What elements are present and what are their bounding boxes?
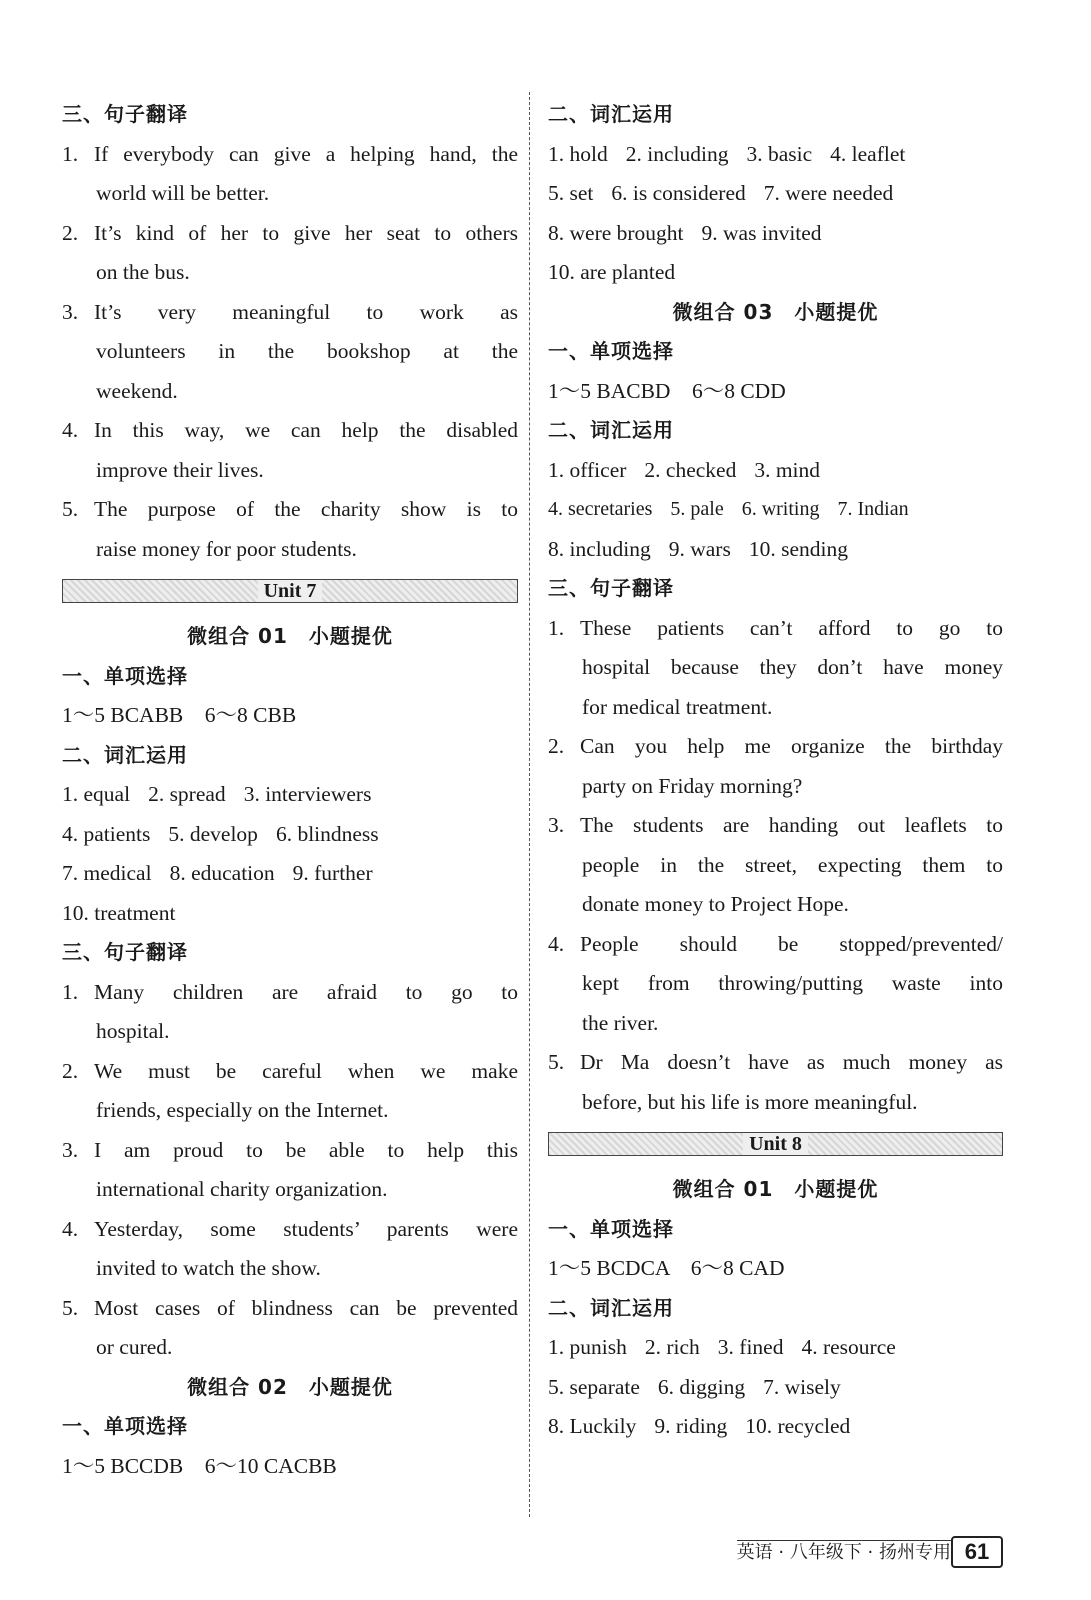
vocab-answer: 2. rich — [644, 1335, 700, 1359]
vocab-answer: 6. blindness — [275, 821, 379, 846]
vocab-answer: 4. secretaries — [548, 498, 653, 520]
vocab-answer: 10. treatment — [62, 900, 176, 925]
unit-banner — [548, 1132, 1003, 1156]
vocab-answer: 7. wisely — [763, 1374, 841, 1399]
answer-text: raise money for poor students. — [96, 536, 357, 561]
item-number: 2. — [62, 1058, 79, 1083]
vocab-answer: 2. checked — [644, 457, 737, 482]
answer-text: kept from throwing/putting waste into — [582, 971, 1003, 995]
vocab-row — [62, 854, 518, 894]
item-number: 1. — [62, 979, 79, 1004]
vocab-row — [62, 775, 518, 815]
answer-item — [62, 1210, 518, 1289]
answer-text: It’s kind of her to give her seat to others — [94, 220, 518, 245]
answer-item — [548, 925, 1003, 1044]
section-header: 一、单项选择 — [62, 663, 188, 688]
item-number: 3. — [548, 813, 565, 837]
section-header: 一、单项选择 — [62, 1414, 188, 1438]
vocab-answer: 5. set — [548, 181, 594, 205]
answer-text: Many children are afraid to go to — [94, 979, 518, 1004]
vocab-row — [62, 815, 518, 855]
unit-label: Unit 8 — [743, 1133, 808, 1155]
vocab-row — [548, 214, 1003, 254]
answer-item — [62, 1052, 518, 1131]
answer-text: These patients can’t afford to go to — [580, 615, 1003, 640]
answer-text: people in the street, expecting them to — [582, 852, 1003, 877]
left-column — [62, 95, 518, 1486]
vocab-answer: 1. officer — [548, 457, 627, 482]
vocab-answer: 4. resource — [801, 1335, 896, 1359]
answer-text: It’s very meaningful to work as — [94, 299, 518, 324]
answer-item — [548, 1043, 1003, 1122]
vocab-answer: 10. recycled — [745, 1414, 851, 1438]
answer-text: Most cases of blindness can be prevented — [94, 1295, 518, 1320]
vocab-row — [548, 1328, 1003, 1368]
page-number: 61 — [951, 1536, 1003, 1568]
answer-text: international charity organization. — [96, 1177, 388, 1201]
answer-text: I am proud to be able to help this — [94, 1137, 518, 1162]
vocab-answer: 9. further — [292, 861, 373, 885]
vocab-answer: 3. basic — [746, 141, 813, 166]
answer-text: Can you help me organize the birthday — [580, 734, 1003, 758]
answer-text: hospital. — [96, 1019, 170, 1043]
vocab-answer: 7. were needed — [763, 181, 894, 205]
vocab-answer: 2. including — [625, 141, 729, 166]
item-number: 2. — [548, 734, 565, 758]
group-title: 微组合 01 小题提优 — [187, 624, 393, 648]
vocab-answer: 4. leaflet — [830, 141, 906, 166]
vocab-answer: 8. were brought — [548, 220, 684, 245]
vocab-answer: 5. separate — [548, 1374, 640, 1399]
answer-text: improve their lives. — [96, 457, 264, 482]
section-header: 三、句子翻译 — [548, 576, 674, 600]
answer-item — [548, 806, 1003, 925]
vocab-answer: 3. mind — [754, 457, 821, 482]
vocab-answer: 10. sending — [748, 536, 848, 561]
page-footer: 英语 · 八年级下 · 扬州专用 — [737, 1540, 1001, 1565]
vocab-answer: 1. equal — [62, 782, 131, 806]
answer-item — [548, 727, 1003, 806]
vocab-row — [548, 530, 1003, 570]
item-number: 3. — [62, 1137, 79, 1162]
section-header: 一、单项选择 — [548, 339, 674, 363]
item-number: 4. — [548, 931, 565, 956]
vocab-row — [548, 174, 1003, 214]
vocab-answer: 3. fined — [717, 1335, 784, 1359]
answer-text: If everybody can give a helping hand, the — [94, 141, 518, 166]
vocab-answer: 2. spread — [148, 782, 226, 806]
answer-text: The purpose of the charity show is to — [94, 497, 518, 521]
vocab-answer: 9. was invited — [701, 220, 822, 245]
answer-text: Dr Ma doesn’t have as much money as — [580, 1050, 1003, 1074]
vocab-answer: 9. riding — [654, 1414, 728, 1438]
section-header: 二、词汇运用 — [62, 742, 188, 767]
vocab-row — [548, 253, 1003, 293]
answer-text: Yesterday, some students’ parents were — [94, 1216, 518, 1241]
answer-text: for medical treatment. — [582, 694, 773, 719]
answer-text: donate money to Project Hope. — [582, 892, 849, 916]
vocab-answer: 1. hold — [548, 141, 608, 166]
vocab-answer: 6. is considered — [611, 181, 746, 205]
answer-text: world will be better. — [96, 181, 270, 205]
answer-item — [62, 411, 518, 490]
section-header: 二、词汇运用 — [548, 1295, 674, 1320]
vocab-answer: 5. pale — [670, 498, 724, 520]
answer-text: In this way, we can help the disabled — [94, 418, 518, 442]
item-number: 1. — [62, 141, 79, 166]
vocab-answer: 5. develop — [168, 821, 258, 846]
answer-item — [62, 1289, 518, 1368]
answer-text: We must be careful when we make — [94, 1058, 518, 1083]
section-header: 三、句子翻译 — [62, 102, 188, 126]
choice-answers: 1～5 BCDCA 6～8 CAD — [548, 1256, 785, 1280]
answer-text: or cured. — [96, 1335, 173, 1359]
vocab-answer: 7. Indian — [837, 498, 909, 520]
vocab-row — [548, 490, 1003, 530]
vocab-answer: 9. wars — [668, 536, 731, 561]
vocab-answer: 4. patients — [62, 821, 151, 846]
answer-text: friends, especially on the Internet. — [96, 1098, 389, 1122]
vocab-row — [548, 1368, 1003, 1408]
vocab-answer: 8. including — [548, 536, 651, 561]
answer-text: weekend. — [96, 378, 178, 403]
answer-text: before, but his life is more meaningful. — [582, 1089, 918, 1114]
vocab-row — [62, 894, 518, 934]
answer-item — [62, 293, 518, 412]
item-number: 5. — [548, 1050, 565, 1074]
answer-item — [62, 490, 518, 569]
item-number: 5. — [62, 1295, 79, 1320]
vocab-row — [548, 1407, 1003, 1447]
group-title: 微组合 01 小题提优 — [672, 1177, 879, 1201]
answer-item — [62, 135, 518, 214]
choice-answers: 1～5 BCABB 6～8 CBB — [62, 703, 297, 727]
answer-item — [62, 214, 518, 293]
answer-text: invited to watch the show. — [96, 1256, 321, 1280]
choice-answers: 1～5 BCCDB 6～10 CACBB — [62, 1453, 337, 1478]
answer-text: People should be stopped/prevented/ — [580, 931, 1003, 956]
vocab-answer: 3. interviewers — [243, 782, 372, 806]
vocab-answer: 8. education — [169, 861, 275, 885]
item-number: 1. — [548, 615, 565, 640]
item-number: 4. — [62, 1216, 79, 1241]
item-number: 4. — [62, 418, 79, 442]
answer-text: party on Friday morning? — [582, 773, 803, 798]
group-title: 微组合 03 小题提优 — [672, 299, 879, 324]
vocab-row — [548, 135, 1003, 175]
group-title: 微组合 02 小题提优 — [187, 1374, 393, 1399]
section-header: 一、单项选择 — [548, 1216, 674, 1241]
section-header: 二、词汇运用 — [548, 418, 674, 442]
answer-text: the river. — [582, 1010, 659, 1035]
vocab-answer: 6. writing — [741, 498, 820, 520]
answer-item — [548, 609, 1003, 728]
answer-text: hospital because they don’t have money — [582, 655, 1003, 679]
answer-text: on the bus. — [96, 260, 190, 284]
answer-item — [62, 1131, 518, 1210]
vocab-answer: 8. Luckily — [548, 1414, 637, 1438]
item-number: 2. — [62, 220, 79, 245]
item-number: 5. — [62, 497, 79, 521]
answer-text: The students are handing out leaflets to — [580, 813, 1003, 837]
vocab-answer: 10. are planted — [548, 260, 676, 284]
unit-label: Unit 7 — [258, 580, 323, 602]
vocab-answer: 6. digging — [657, 1374, 746, 1399]
vocab-row — [548, 451, 1003, 491]
unit-banner — [62, 579, 518, 603]
vocab-answer: 1. punish — [548, 1335, 627, 1359]
column-divider — [529, 92, 530, 1517]
item-number: 3. — [62, 299, 79, 324]
vocab-answer: 7. medical — [62, 861, 152, 885]
right-column — [548, 95, 1003, 1447]
section-header: 二、词汇运用 — [548, 102, 674, 126]
answer-text: volunteers in the bookshop at the — [96, 339, 518, 363]
answer-item — [62, 973, 518, 1052]
choice-answers: 1～5 BACBD 6～8 CDD — [548, 378, 786, 403]
section-header: 三、句子翻译 — [62, 940, 188, 964]
